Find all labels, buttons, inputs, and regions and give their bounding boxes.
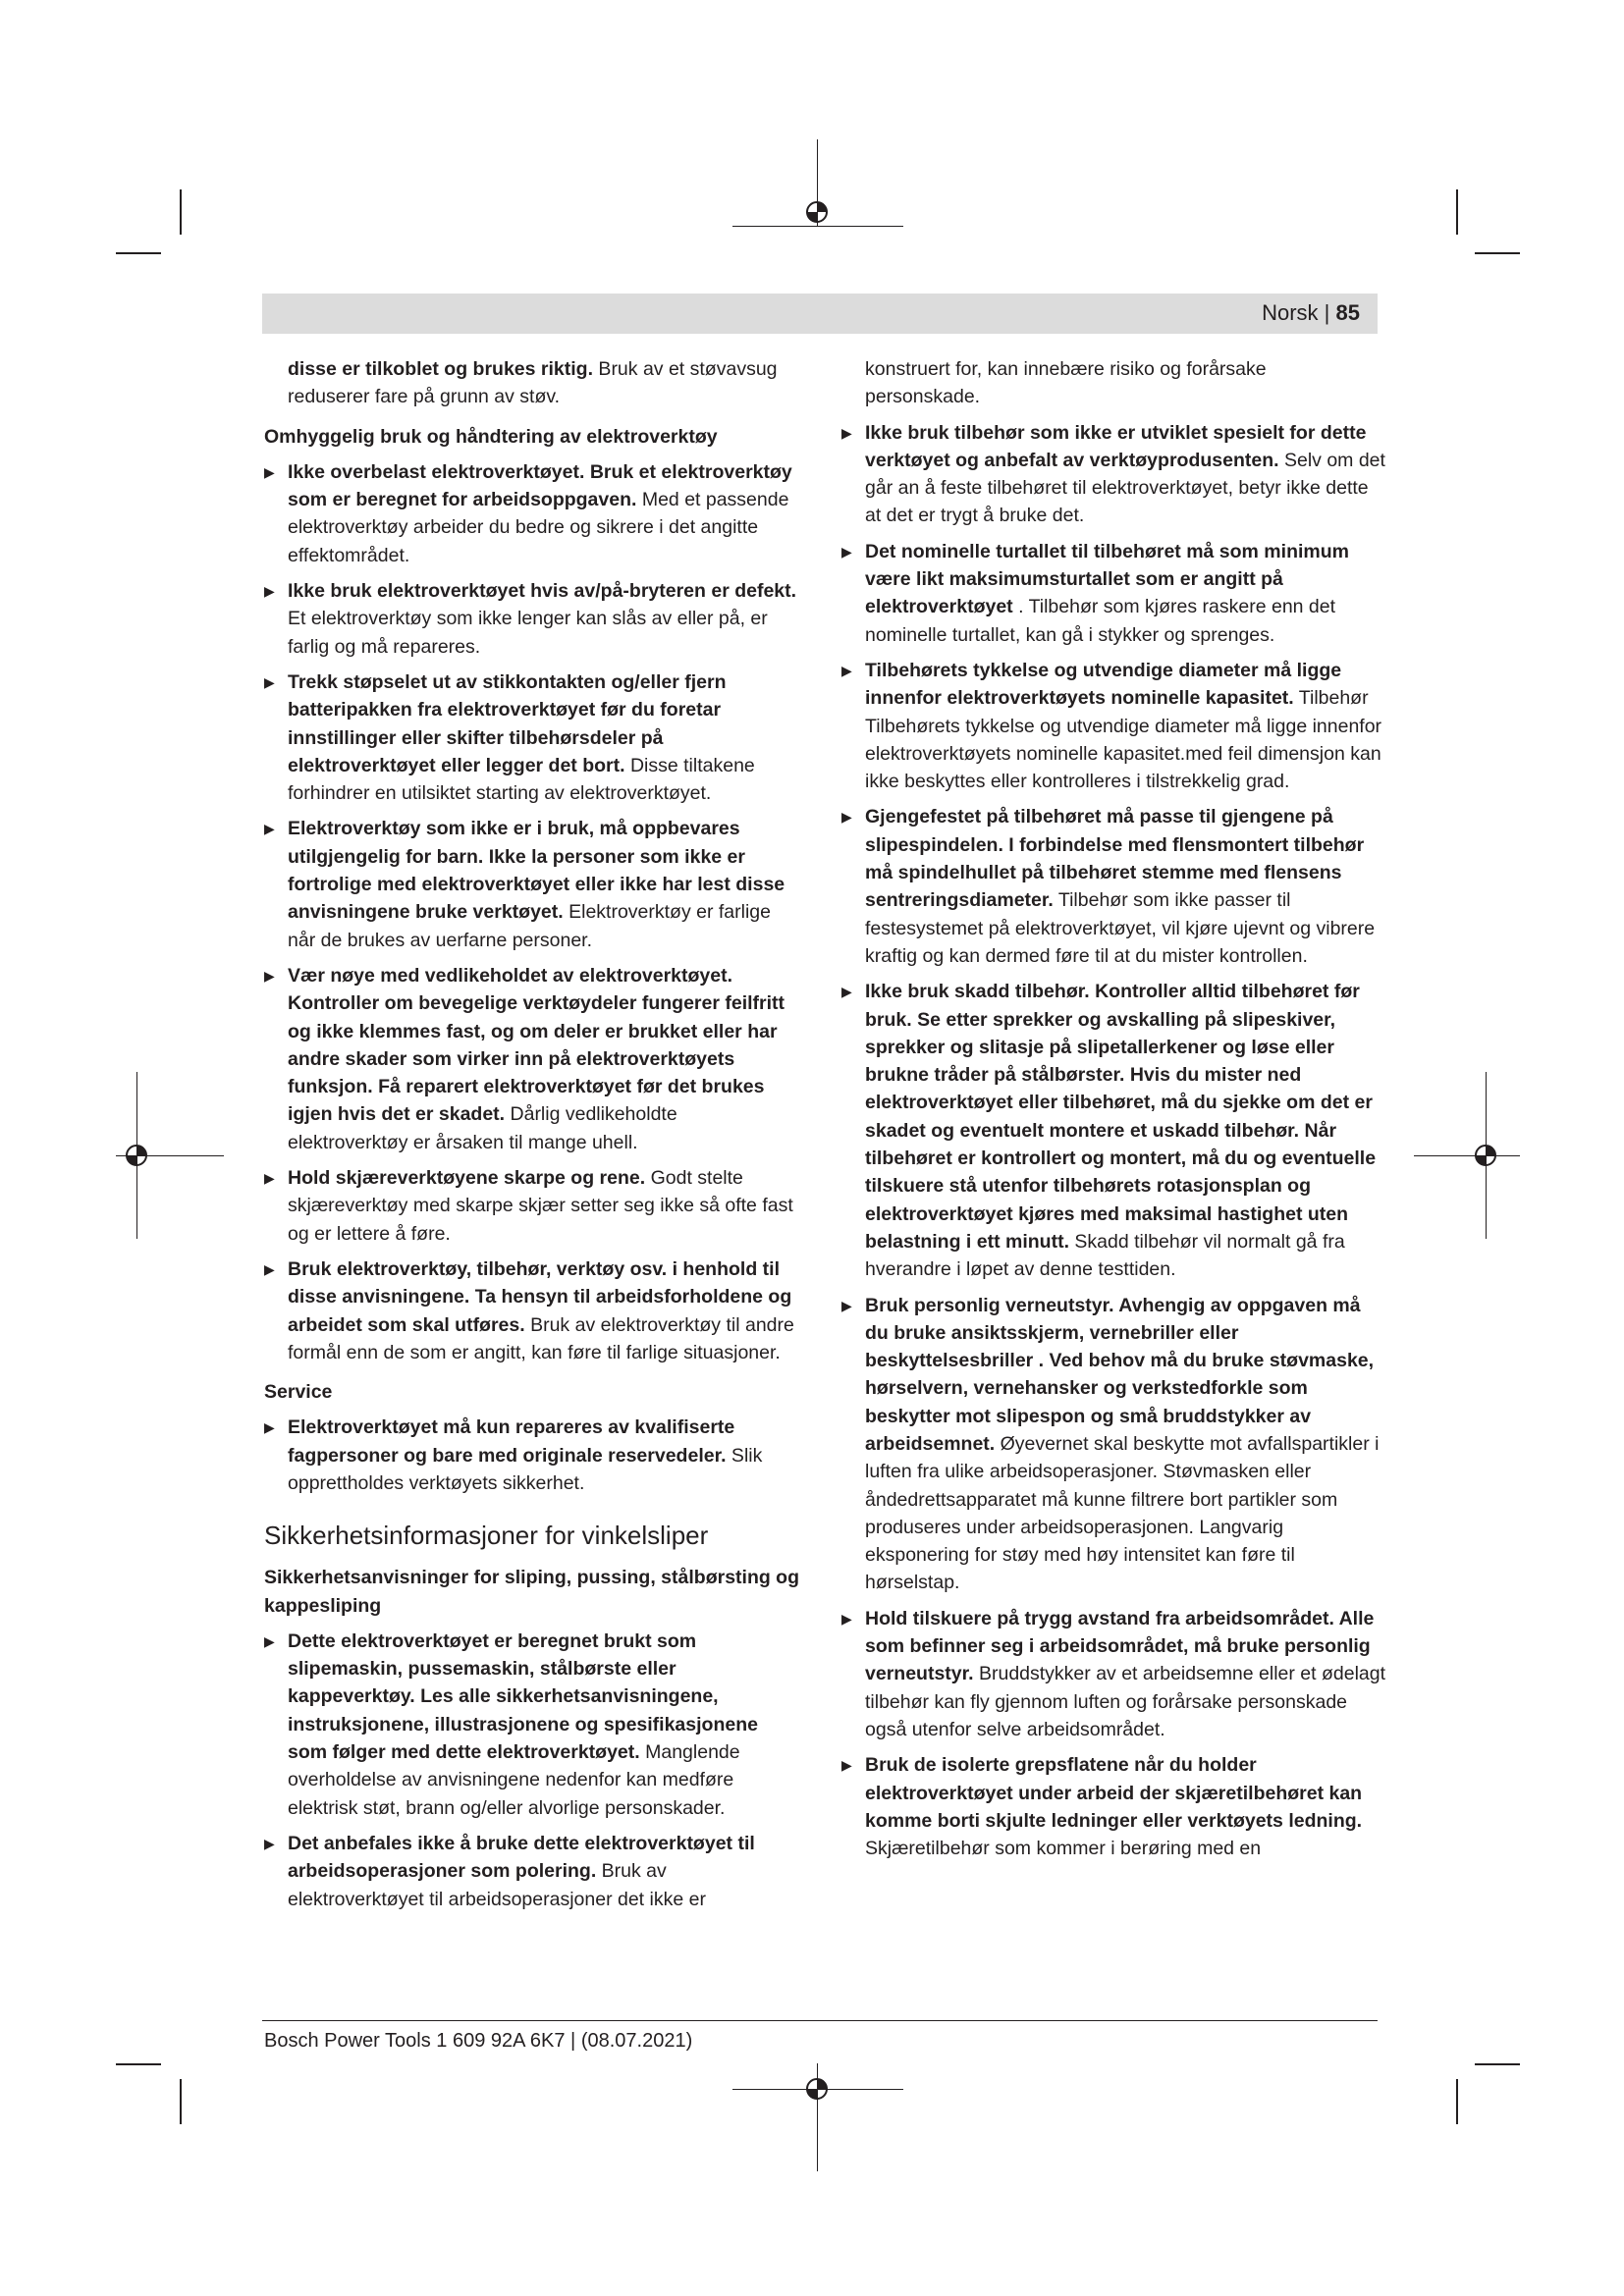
item-text: Manglende overholdelse av anvisningene nedenfor kan medføre elektrisk støt, brann og/eller alvorlige personskader.: [288, 1741, 740, 1819]
bullet-icon: ▶: [264, 967, 275, 984]
list-item: [264, 1164, 799, 1248]
bullet-icon: ▶: [264, 1632, 275, 1649]
list-item: [264, 458, 799, 569]
item-text: Et elektroverktøy som ikke lenger kan slås av eller på, er farlig og må repareres.: [288, 608, 768, 658]
item-bold: Vær nøye med vedlikeholdet av elektroverktøyet. Kontroller om bevegelige verktøydeler fungerer feilfritt og ikke klemmes fast, og om deler er brukket eller har andre skader som virker inn på elektroverktøyets funksjon. Få reparert elektroverktøyet før det brukes igjen hvis det er skadet.: [288, 964, 785, 1126]
bullet-icon: ▶: [264, 673, 275, 690]
crop-mark: [116, 2063, 161, 2065]
item-bold: Bruk elektroverktøy, tilbehør, verktøy osv. i henhold til disse anvisningene. Ta hensyn til arbeidsforholdene og arbeidet som skal utføres.: [288, 1257, 792, 1336]
item-bold: Bruk de isolerte grepsflatene når du holder elektroverktøyet under arbeid der skjæretilbehøret kan komme borti skjulte ledninger eller verktøyets ledning.: [865, 1754, 1363, 1832]
list-item: [841, 803, 1386, 970]
list-item: [264, 1628, 799, 1822]
list-item: [264, 962, 799, 1156]
bullet-icon: ▶: [264, 1835, 275, 1851]
list-item: [264, 577, 799, 661]
list-item: [264, 1255, 799, 1366]
list-item: [264, 668, 799, 807]
bullet-icon: ▶: [841, 1610, 852, 1627]
header-label: [1262, 300, 1360, 326]
item-text: Bruk av elektroverktøy til andre formål enn de som er angitt, kan føre til farlige situasjoner.: [288, 1313, 794, 1363]
subheading-grinding: Sikkerhetsanvisninger for sliping, pussing, stålbørsting og kappesliping: [264, 1567, 800, 1617]
item-bold: Dette elektroverktøyet er beregnet brukt som slipemaskin, pussemaskin, stålbørste eller kappeverktøy. Les alle sikkerhetsanvisningene, instruksjonene, illustrasjonene og spesifikasjonene som følger med dette elektroverktøyet.: [288, 1629, 758, 1764]
item-bold: Elektroverktøy som ikke er i bruk, må oppbevares utilgjengelig for barn. Ikke la personer som ikke er fortrolige med elektroverktøyet eller ikke har lest disse anvisningene bruke verktøyet.: [288, 818, 785, 924]
item-text: Godt stelte skjæreverktøy med skarpe skjær setter seg ikke så ofte fast og er lettere å føre.: [288, 1167, 793, 1245]
item-text: . Tilbehør som kjøres raskere enn det nominelle turtallet, kan gå i stykker og sprenges.: [865, 596, 1336, 646]
bullet-icon: ▶: [841, 424, 852, 441]
list-item: [841, 419, 1386, 530]
list-item: [841, 1751, 1386, 1862]
bullet-icon: ▶: [841, 809, 852, 826]
item-bold: Ikke bruk elektroverktøyet hvis av/på-bryteren er defekt.: [288, 580, 797, 603]
continuation-paragraph: konstruert for, kan innebære risiko og forårsake personskade.: [865, 358, 1267, 408]
page-number: 85: [1335, 300, 1360, 325]
bullet-icon: ▶: [264, 463, 275, 480]
footer-rule: [262, 2020, 1378, 2021]
bullet-icon: ▶: [841, 543, 852, 560]
item-bold: Ikke bruk tilbehør som ikke er utviklet spesielt for dette verktøyet og anbefalt av verktøyprodusenten.: [865, 421, 1367, 471]
bullet-icon: ▶: [841, 662, 852, 678]
page-footer: Bosch Power Tools 1 609 92A 6K7 | (08.07.2021): [264, 2030, 693, 2052]
crop-mark: [116, 252, 161, 254]
bullet-icon: ▶: [841, 984, 852, 1000]
bullet-icon: ▶: [841, 1297, 852, 1313]
item-bold: Det nominelle turtallet til tilbehøret må som minimum være likt maksimumsturtallet som er angitt på elektroverktøyet: [865, 540, 1349, 618]
list-item: [264, 815, 799, 953]
list-item: [841, 1605, 1386, 1743]
list-item: [264, 1830, 799, 1913]
registration-target-icon: [803, 2075, 831, 2103]
item-text: Skjæretilbehør som kommer i berøring med en: [865, 1838, 1262, 1860]
item-bold: Tilbehørets tykkelse og utvendige diameter må ligge innenfor elektroverktøyets nominelle kapasitet.: [865, 659, 1342, 710]
item-bold: Bruk personlig verneutstyr. Avhengig av oppgaven må du bruke ansiktsskjerm, vernebriller eller beskyttelsesbriller . Ved behov må du bruke støvmaske, hørselvern, vernehansker og verkstedforkle som beskytter mot slipespon og små bruddstykker av arbeidsemnet.: [865, 1294, 1375, 1455]
item-text: Selv om det går an å feste tilbehøret til elektroverktøyet, betyr ikke dette at det er trygt å bruke det.: [865, 449, 1385, 527]
registration-line: [732, 226, 903, 227]
item-text: Elektroverktøy er farlige når de brukes av uerfarne personer.: [288, 901, 771, 951]
item-text: Bruk av elektroverktøyet til arbeidsoperasjoner det ikke er: [288, 1860, 706, 1910]
list-item: [841, 1292, 1386, 1597]
header-separator: |: [1324, 300, 1330, 325]
section-heading-service: Service: [264, 1381, 333, 1404]
intro-text: Bruk av et støvavsug reduserer fare på grunn av støv.: [288, 358, 778, 408]
right-column: [841, 355, 1386, 1862]
item-bold: Trekk støpselet ut av stikkontakten og/eller fjern batteripakken fra elektroverktøyet før du foretar innstillinger eller skifter tilbehørsdeler på elektroverktøyet eller legger det bort.: [288, 670, 727, 776]
list-item: [841, 657, 1386, 795]
item-text: Slik opprettholdes verktøyets sikkerhet.: [288, 1444, 763, 1494]
header-language: Norsk: [1262, 300, 1319, 325]
list-item: [841, 978, 1386, 1283]
item-text: Bruddstykker av et arbeidsemne eller et ødelagt tilbehør kan fly gjennom luften og forårsake personskade også utenfor selve arbeidsområdet.: [865, 1663, 1386, 1740]
registration-target-icon: [1472, 1142, 1499, 1169]
left-column: [264, 355, 799, 1913]
item-text: Dårlig vedlikeholdte elektroverktøy er årsaken til mange uhell.: [288, 1103, 677, 1153]
item-text: Med et passende elektroverktøy arbeider du bedre og sikrere i det angitte effektområdet.: [288, 489, 789, 566]
crop-mark: [180, 189, 182, 235]
section-title-angle-grinder: Sikkerhetsinformasjoner for vinkelsliper: [264, 1521, 709, 1551]
crop-mark: [1475, 2063, 1520, 2065]
crop-mark: [1456, 2079, 1458, 2124]
item-text: Skadd tilbehør vil normalt gå fra hverandre i løpet av denne testtiden.: [865, 1230, 1345, 1281]
section-heading-handling: Omhyggelig bruk og håndtering av elektroverktøy: [264, 425, 718, 448]
item-bold: Ikke bruk skadd tilbehør. Kontroller alltid tilbehøret før bruk. Se etter sprekker og avskalling på slipeskiver, sprekker og slitasje på slipetallerkener og løse eller brukne tråder på stålbørster. Hvis du mister ned elektroverktøyet eller tilbehøret, må du sjekke om det er skadet og eventuelt montere et uskadd tilbehør. Når tilbehøret er kontrollert og montert, må du og eventuelle tilskuere stå utenfor tilbehørets rotasjonsplan og elektroverktøyet kjøres med maksimal hastighet uten belastning i ett minutt.: [865, 981, 1377, 1253]
bullet-icon: ▶: [264, 821, 275, 837]
bullet-icon: ▶: [264, 1170, 275, 1187]
crop-mark: [1475, 252, 1520, 254]
bullet-icon: ▶: [264, 583, 275, 600]
item-text: Tilbehør Tilbehørets tykkelse og utvendige diameter må ligge innenfor elektroverktøyets nominelle kapasitet.med feil dimensjon kan ikke beskyttes eller kontrolleres i tilstrekkelig grad.: [865, 687, 1382, 793]
item-text: Tilbehør som ikke passer til festesystemet på elektroverktøyet, vil kjøre ujevnt og vibrere kraftig og kan dermed føre til at du mister kontrollen.: [865, 889, 1376, 967]
list-item: [264, 1414, 799, 1497]
bullet-icon: ▶: [264, 1260, 275, 1277]
registration-target-icon: [123, 1142, 150, 1169]
intro-paragraph: [264, 355, 799, 411]
registration-target-icon: [803, 198, 831, 226]
bullet-icon: ▶: [841, 1757, 852, 1774]
item-bold: Gjengefestet på tilbehøret må passe til gjengene på slipespindelen. I forbindelse med flensmontert tilbehør må spindelhullet på tilbehøret stemme med flensens sentreringsdiameter.: [865, 806, 1365, 912]
item-bold: Ikke overbelast elektroverktøyet. Bruk et elektroverktøy som er beregnet for arbeidsoppgaven.: [288, 460, 792, 511]
registration-line: [1414, 1155, 1520, 1156]
list-item: [841, 538, 1386, 649]
bullet-icon: ▶: [264, 1419, 275, 1436]
item-bold: Hold skjæreverktøyene skarpe og rene.: [288, 1167, 646, 1190]
intro-bold: disse er tilkoblet og brukes riktig.: [288, 358, 594, 380]
item-text: Disse tiltakene forhindrer en utilsiktet starting av elektroverktøyet.: [288, 754, 755, 805]
crop-mark: [180, 2079, 182, 2124]
page-header: [262, 294, 1378, 334]
item-bold: Hold tilskuere på trygg avstand fra arbeidsområdet. Alle som befinner seg i arbeidsområdet, må bruke personlig verneutstyr.: [865, 1607, 1375, 1685]
item-bold: Elektroverktøyet må kun repareres av kvalifiserte fagpersoner og bare med originale reservedeler.: [288, 1416, 735, 1467]
crop-mark: [1456, 189, 1458, 235]
item-text: Øyevernet skal beskytte mot avfallspartikler i luften fra ulike arbeidsoperasjoner. Støvmasken eller åndedrettsapparatet må kunne filtrere bort partikler som produseres under arbeidsoperasjonen. Langvarig eksponering for støy med høy intensitet kan føre til hørselstap.: [865, 1432, 1380, 1594]
item-bold: Det anbefales ikke å bruke dette elektroverktøyet til arbeidsoperasjoner som polering.: [288, 1832, 755, 1883]
